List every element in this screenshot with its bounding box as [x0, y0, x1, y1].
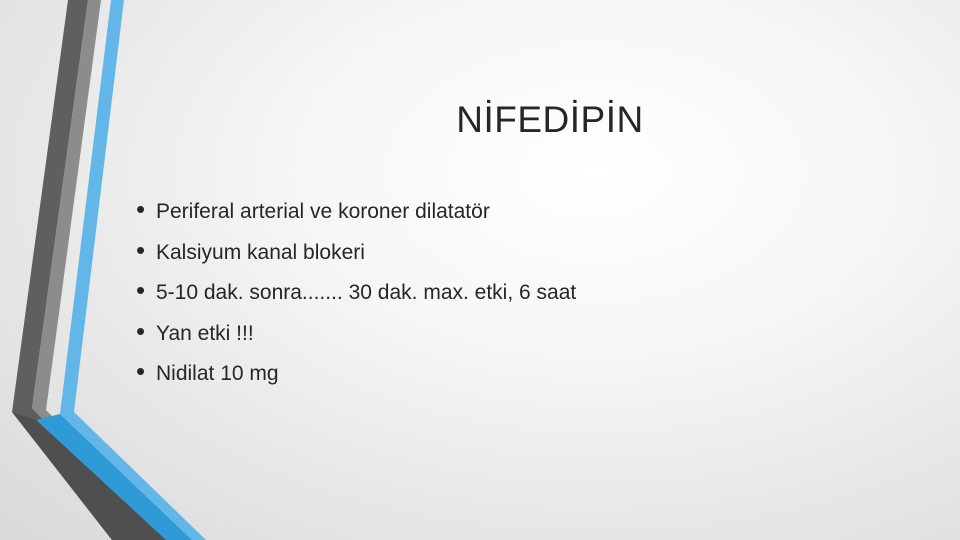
bullet-dot: •	[136, 234, 146, 265]
bullet-text: 5-10 dak. sonra....... 30 dak. max. etki, 6 saat	[156, 281, 577, 305]
bullet-text: Kalsiyum kanal blokeri	[156, 240, 365, 264]
bullet-item-onset-duration	[136, 277, 576, 318]
bullet-list	[136, 196, 576, 399]
slide-title: NİFEDİPİN	[456, 99, 644, 140]
bullet-text: Nidilat 10 mg	[156, 362, 279, 386]
bullet-item-vasodilator	[136, 196, 576, 237]
bullet-dot: •	[136, 315, 146, 346]
bullet-item-calcium-blocker	[136, 234, 576, 278]
bullet-item-brand-dose	[136, 358, 576, 399]
bullet-dot: •	[136, 356, 146, 387]
bullet-item-side-effect	[136, 315, 576, 359]
bullet-dot: •	[136, 275, 146, 306]
bullet-text: Periferal arterial ve koroner dilatatör	[156, 200, 490, 223]
bullet-text: Yan etki !!!	[156, 321, 254, 345]
bullet-dot: •	[136, 194, 146, 224]
